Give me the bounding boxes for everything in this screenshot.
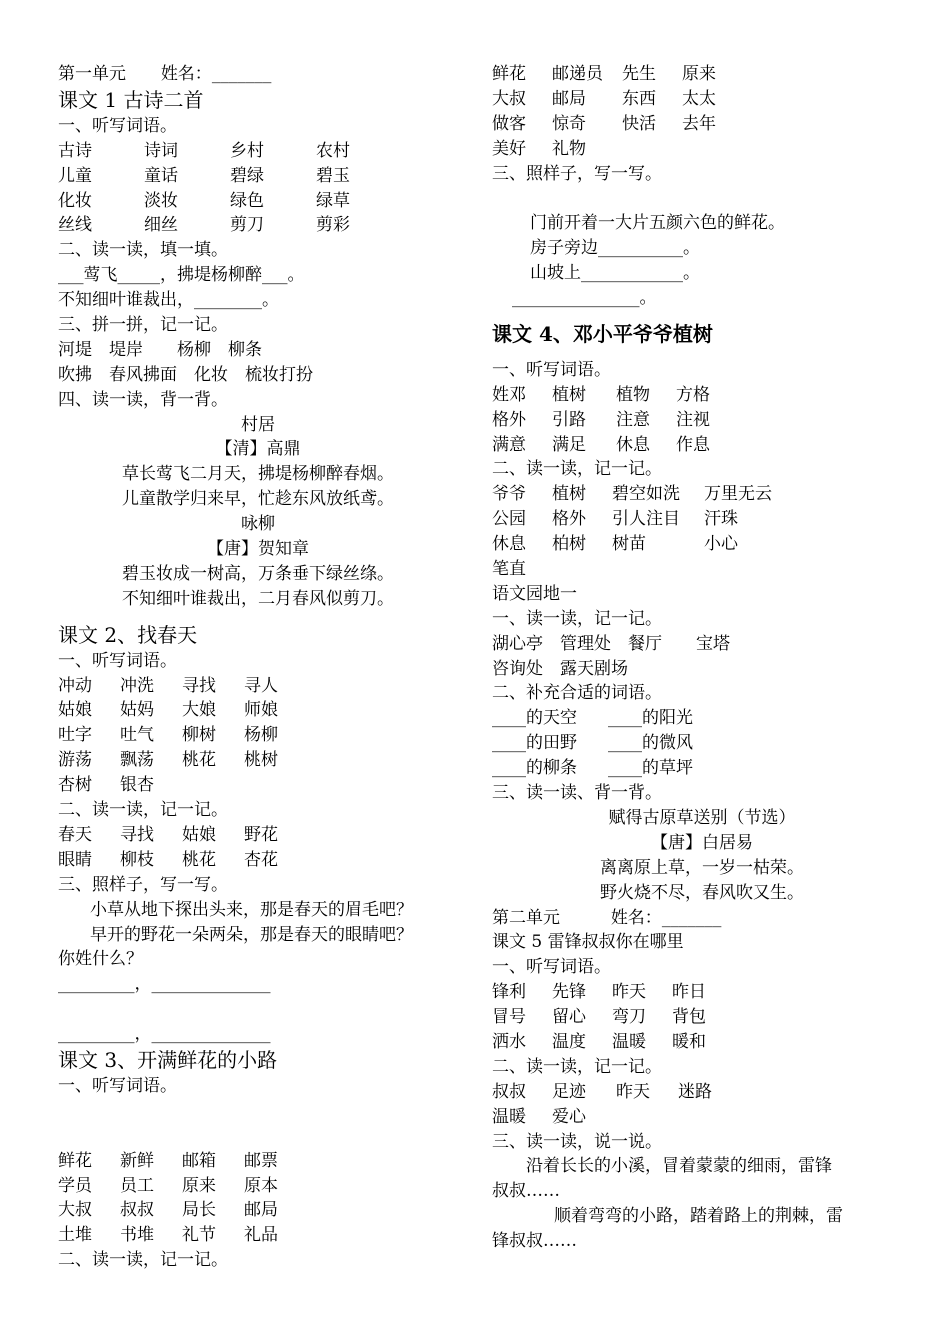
word-cell: 杏花	[244, 849, 278, 870]
word-cell: 诗词	[144, 140, 178, 161]
word-row	[492, 507, 912, 532]
poem1-author: 【清】高鼎	[215, 439, 301, 460]
word-cell: 方格	[676, 384, 710, 405]
poem1-line2: 儿童散学归来早，忙趁东风放纸鸢。	[122, 489, 394, 510]
word-cell: 银杏	[120, 775, 154, 796]
word-cell: 叔叔	[120, 1200, 154, 1221]
word-cell: 公园	[492, 509, 526, 530]
poem3-title: 赋得古原草送别（节选）	[608, 807, 796, 828]
lesson2-section1: 一、听写词语。	[58, 650, 177, 671]
word-cell: 冒号	[492, 1007, 526, 1028]
word-cell: 原来	[682, 64, 716, 84]
lesson4-section2: 二、读一读，记一记。	[492, 459, 662, 480]
lesson4-extra: 笔直	[492, 559, 526, 580]
lesson5-section2: 二、读一读，记一记。	[492, 1056, 662, 1077]
word-cell: 原来	[182, 1175, 216, 1196]
word-cell: 杏树	[58, 775, 92, 796]
word-cell: ____的微风	[608, 733, 693, 754]
lesson1-fill2: 不知细叶谁裁出，________。	[58, 290, 279, 311]
word-cell: 弯刀	[612, 1007, 646, 1028]
poem3-line1: 离离原上草，一岁一枯荣。	[600, 857, 804, 878]
lesson1-word-table	[58, 139, 458, 239]
word-cell: 先锋	[552, 982, 586, 1003]
lesson5-section3: 三、读一读，说一说。	[492, 1131, 662, 1152]
word-cell: 剪彩	[316, 215, 350, 236]
word-cell: 去年	[682, 113, 716, 134]
lesson1-section2: 二、读一读，填一填。	[58, 240, 228, 261]
word-cell: 淡妆	[144, 190, 178, 211]
unit-label: 第一单元	[58, 64, 126, 84]
lesson3-word-table-cont	[492, 62, 912, 162]
word-row	[58, 139, 458, 164]
word-cell: 碧玉	[316, 165, 350, 186]
word-cell: 邮递员	[552, 64, 603, 84]
word-cell: 绿色	[230, 190, 264, 211]
word-cell: 桃花	[182, 849, 216, 870]
word-cell: 邮票	[244, 1150, 278, 1171]
word-cell: 眼睛	[58, 849, 92, 870]
word-cell: 足迹	[552, 1081, 586, 1102]
lesson5-section1: 一、听写词语。	[492, 957, 611, 978]
word-cell: 冲动	[58, 675, 92, 696]
word-row	[492, 532, 912, 557]
word-cell: 注视	[676, 409, 710, 430]
word-cell: 暖和	[672, 1031, 706, 1052]
poem3-author: 【唐】白居易	[651, 832, 753, 853]
word-cell: 鲜花	[492, 64, 526, 84]
lesson4-title: 课文 4、邓小平爷爷植树	[492, 321, 713, 346]
word-cell: 大娘	[182, 700, 216, 721]
word-row	[58, 1198, 458, 1223]
word-cell: 引人注目	[612, 509, 680, 530]
word-cell: 寻找	[120, 824, 154, 845]
word-row	[58, 773, 458, 798]
lesson3-section2: 二、读一读，记一记。	[58, 1250, 228, 1271]
word-cell: 游荡	[58, 750, 92, 771]
word-cell: 绿草	[316, 190, 350, 211]
lesson3-word-table	[58, 1149, 458, 1249]
word-cell: 柏树	[552, 534, 586, 555]
word-cell: 古诗	[58, 140, 92, 161]
word-row	[58, 748, 458, 773]
garden1-title: 语文园地一	[492, 583, 577, 604]
lesson5-para2b: 锋叔叔……	[492, 1231, 577, 1252]
garden1-words2: 咨询处 露天剧场	[492, 658, 628, 679]
poem1-title: 村居	[241, 414, 275, 435]
lesson1-fill1: ___莺飞_____，拂堤杨柳醉___。	[58, 265, 305, 286]
word-cell: 柳枝	[120, 849, 154, 870]
word-cell: 爱心	[552, 1106, 586, 1127]
poem3-line2: 野火烧不尽，春风吹又生。	[600, 882, 804, 903]
word-cell: 杨柳	[244, 725, 278, 746]
lesson2-word-table2	[58, 823, 458, 873]
name-label: 姓名：	[160, 64, 212, 84]
word-row	[58, 213, 458, 238]
word-cell: 昨日	[672, 982, 706, 1003]
word-cell: 迷路	[678, 1081, 712, 1102]
poem2-title: 咏柳	[241, 514, 275, 535]
lesson5-title: 课文 5 雷锋叔叔你在哪里	[492, 932, 684, 953]
word-cell: 太太	[682, 88, 716, 109]
word-cell: 锋利	[492, 982, 526, 1003]
word-cell: 东西	[622, 88, 656, 109]
word-cell: 化妆	[58, 190, 92, 211]
word-row	[492, 756, 912, 781]
word-row	[492, 433, 912, 458]
word-cell: 汗珠	[704, 509, 738, 530]
word-cell: 野花	[244, 824, 278, 845]
word-cell: 快活	[622, 113, 656, 134]
word-row	[492, 1005, 912, 1030]
word-cell: 惊奇	[552, 113, 586, 134]
word-cell: 吐气	[120, 725, 154, 746]
poem2-line2: 不知细叶谁裁出，二月春风似剪刀。	[122, 588, 394, 609]
word-row	[492, 408, 912, 433]
lesson1-pinyin1: 河堤 堤岸 杨柳 柳条	[58, 339, 262, 360]
word-cell: 儿童	[58, 165, 92, 186]
lesson1-section3: 三、拼一拼，记一记。	[58, 315, 228, 336]
lesson5-para1b: 叔叔……	[492, 1181, 560, 1202]
word-row	[492, 1105, 912, 1130]
lesson3-section3: 三、照样子，写一写。	[492, 163, 662, 184]
left-column	[58, 62, 458, 1273]
unit-label: 第二单元	[492, 907, 560, 928]
word-cell: 书堆	[120, 1225, 154, 1246]
word-cell: 农村	[316, 140, 350, 161]
garden1-section1: 一、读一读，记一记。	[492, 608, 662, 629]
word-cell: 昨天	[612, 982, 646, 1003]
word-cell: 桃花	[182, 750, 216, 771]
lesson3-example: 门前开着一大片五颜六色的鲜花。	[530, 213, 785, 234]
lesson3-blank3: _______________。	[512, 288, 657, 309]
lesson1-pinyin2: 吹拂 春风拂面 化妆 梳妆打扮	[58, 364, 313, 385]
word-cell: 礼节	[182, 1225, 216, 1246]
name-blank: _______	[661, 907, 722, 928]
word-cell: 师娘	[244, 700, 278, 721]
word-row	[58, 674, 458, 699]
word-cell: 寻人	[244, 675, 278, 696]
right-column	[492, 62, 912, 1254]
unit1-header	[58, 62, 458, 87]
word-cell: 姑娘	[58, 700, 92, 721]
word-row	[492, 706, 912, 731]
word-cell: 格外	[552, 509, 586, 530]
poem1-line1: 草长莺飞二月天，拂堤杨柳醉春烟。	[122, 464, 394, 485]
word-row	[58, 698, 458, 723]
word-cell: 引路	[552, 409, 586, 430]
word-cell: 桃树	[244, 750, 278, 771]
word-cell: 满意	[492, 434, 526, 455]
word-cell: 姑娘	[182, 824, 216, 845]
word-cell: 植物	[616, 384, 650, 405]
lesson5-para2a: 顺着弯弯的小路，踏着路上的荆棘，雷	[554, 1206, 843, 1227]
word-row	[492, 731, 912, 756]
word-cell: 柳树	[182, 725, 216, 746]
word-cell: 满足	[552, 434, 586, 455]
word-cell: 春天	[58, 824, 92, 845]
lesson2-word-table	[58, 674, 458, 798]
word-row	[492, 1030, 912, 1055]
lesson2-section2: 二、读一读，记一记。	[58, 800, 228, 821]
word-row	[58, 723, 458, 748]
word-cell: 邮局	[552, 88, 586, 109]
word-cell: 温暖	[612, 1031, 646, 1052]
garden1-section2: 二、补充合适的词语。	[492, 683, 662, 704]
word-row	[58, 1174, 458, 1199]
word-cell: 冲洗	[120, 675, 154, 696]
word-cell: 植树	[552, 484, 586, 505]
word-row	[58, 1223, 458, 1248]
word-cell: 爷爷	[492, 484, 526, 505]
word-cell: 植树	[552, 384, 586, 405]
word-cell: 美好	[492, 138, 526, 159]
word-row	[492, 482, 912, 507]
word-row	[58, 164, 458, 189]
word-cell: 留心	[552, 1007, 586, 1028]
lesson5-para1a: 沿着长长的小溪，冒着蒙蒙的细雨，雷锋	[526, 1156, 832, 1177]
lesson5-word-table	[492, 980, 912, 1055]
word-row	[492, 137, 912, 162]
lesson4-section1: 一、听写词语。	[492, 359, 611, 380]
word-cell: 新鲜	[120, 1150, 154, 1171]
word-cell: 飘荡	[120, 750, 154, 771]
word-cell: ____的草坪	[608, 758, 693, 779]
word-cell: 碧空如洗	[612, 484, 680, 505]
word-cell: 邮箱	[182, 1150, 216, 1171]
word-cell: ____的田野	[492, 733, 577, 754]
word-cell: 原本	[244, 1175, 278, 1196]
word-cell: 姓邓	[492, 384, 526, 405]
lesson2-example3: 你姓什么？	[58, 949, 143, 970]
word-row	[492, 383, 912, 408]
word-row	[58, 848, 458, 873]
garden1-words1: 湖心亭 管理处 餐厅 宝塔	[492, 633, 730, 654]
word-cell: 吐字	[58, 725, 92, 746]
word-row	[58, 823, 458, 848]
name-blank: _______	[211, 64, 272, 84]
lesson1-section4: 四、读一读，背一背。	[58, 389, 228, 410]
name-label: 姓名：	[610, 907, 662, 928]
word-row	[492, 62, 912, 87]
word-cell: 休息	[616, 434, 650, 455]
word-cell: 礼物	[552, 138, 586, 159]
word-cell: 温暖	[492, 1106, 526, 1127]
word-row	[492, 87, 912, 112]
word-cell: 局长	[182, 1200, 216, 1221]
lesson2-example2: 早开的野花一朵两朵，那是春天的眼睛吧？	[90, 924, 413, 945]
word-row	[492, 980, 912, 1005]
word-cell: 土堆	[58, 1225, 92, 1246]
word-cell: 作息	[676, 434, 710, 455]
word-cell: 格外	[492, 409, 526, 430]
word-cell: 学员	[58, 1175, 92, 1196]
lesson1-title: 课文 1 古诗二首	[58, 87, 204, 112]
lesson2-section3: 三、照样子，写一写。	[58, 874, 228, 895]
word-cell: 礼品	[244, 1225, 278, 1246]
lesson2-title: 课文 2、找春天	[58, 622, 198, 647]
word-cell: 碧绿	[230, 165, 264, 186]
lesson2-example1: 小草从地下探出头来，那是春天的眉毛吧？	[90, 899, 413, 920]
word-cell: 树苗	[612, 534, 646, 555]
lesson3-blank2: 山坡上____________。	[530, 263, 700, 284]
unit2-header	[492, 906, 912, 931]
word-cell: 寻找	[182, 675, 216, 696]
word-cell: 邮局	[244, 1200, 278, 1221]
word-row	[492, 1080, 912, 1105]
lesson2-blank1: _________，______________	[58, 974, 271, 995]
word-cell: 做客	[492, 113, 526, 134]
word-cell: 丝线	[58, 215, 92, 236]
lesson1-section1: 一、听写词语。	[58, 115, 177, 136]
word-cell: 姑妈	[120, 700, 154, 721]
word-cell: 员工	[120, 1175, 154, 1196]
word-cell: ____的天空	[492, 708, 577, 729]
word-cell: 温度	[552, 1031, 586, 1052]
lesson3-blank1: 房子旁边__________。	[530, 238, 700, 259]
lesson5-word-table2	[492, 1080, 912, 1130]
word-cell: 休息	[492, 534, 526, 555]
word-cell: 乡村	[230, 140, 264, 161]
word-row	[58, 189, 458, 214]
word-cell: 叔叔	[492, 1081, 526, 1102]
lesson3-title: 课文 3、开满鲜花的小路	[58, 1047, 278, 1072]
word-cell: 背包	[672, 1007, 706, 1028]
word-cell: 鲜花	[58, 1150, 92, 1171]
word-cell: 洒水	[492, 1031, 526, 1052]
word-cell: 细丝	[144, 215, 178, 236]
word-cell: 童话	[144, 165, 178, 186]
word-row	[492, 112, 912, 137]
word-row	[58, 1149, 458, 1174]
lesson4-word-table2	[492, 482, 912, 557]
word-cell: 万里无云	[704, 484, 772, 505]
word-cell: 注意	[616, 409, 650, 430]
poem2-author: 【唐】贺知章	[207, 539, 309, 560]
word-cell: 昨天	[616, 1081, 650, 1102]
word-cell: 先生	[622, 64, 656, 84]
word-cell: ____的阳光	[608, 708, 693, 729]
lesson3-section1: 一、听写词语。	[58, 1075, 177, 1096]
poem2-line1: 碧玉妆成一树高，万条垂下绿丝绦。	[122, 563, 394, 584]
word-cell: 大叔	[58, 1200, 92, 1221]
word-cell: 小心	[704, 534, 738, 555]
word-cell: 大叔	[492, 88, 526, 109]
word-cell: ____的柳条	[492, 758, 577, 779]
garden1-section3: 三、读一读、背一背。	[492, 783, 662, 804]
lesson2-blank2: _________，______________	[58, 1024, 271, 1045]
word-cell: 剪刀	[230, 215, 264, 236]
lesson4-word-table	[492, 383, 912, 458]
garden1-fill-table	[492, 706, 912, 781]
